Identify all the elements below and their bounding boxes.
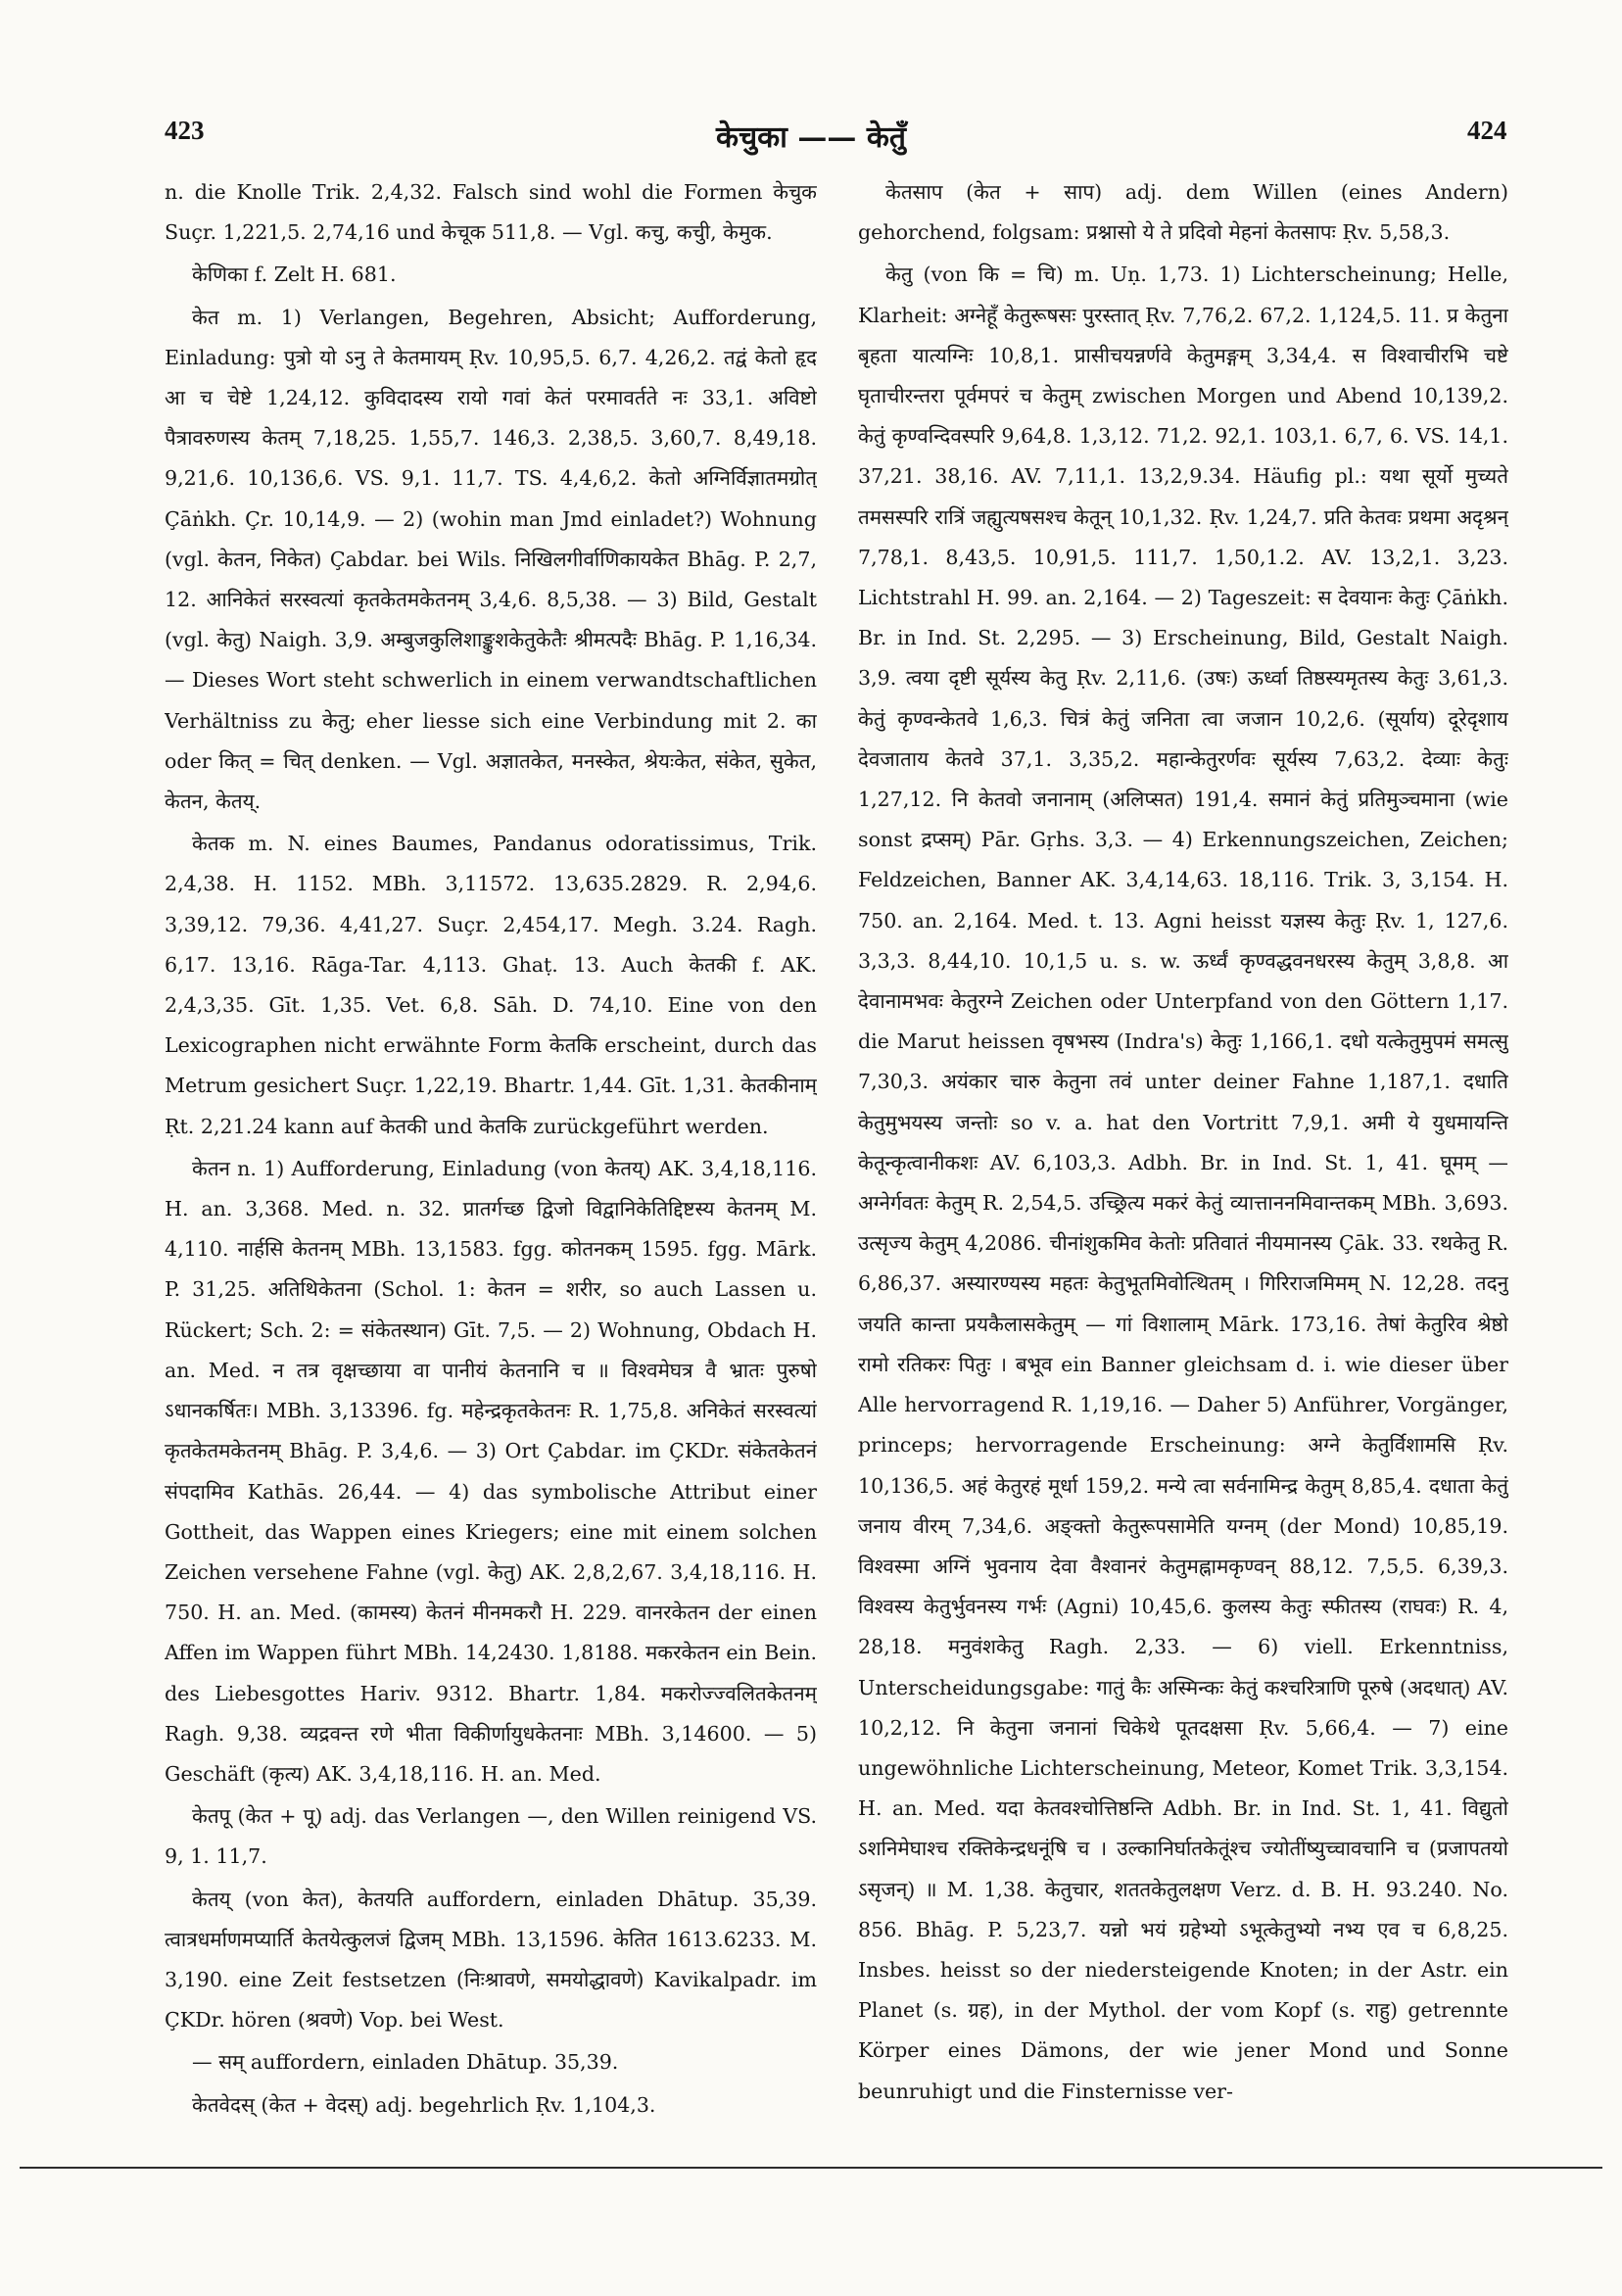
entry-ketana: केतन n. 1) Aufforderung, Einladung (von केतय्) AK. 3,4,18,116. H. an. 3,368. Med. n. 32. प्रातर्गच्छ द्विजो विद्वानिकेतिद्दिष्टस्य केतनम् M. 4,110. नार्हसि केतनम् MBh. 13,1583. fgg. कोतनकम् 1595. fgg. Mārk. P. 31,25. अतिथिकेतना (Schol. 1: केतन = शरीर, so auch Lassen u. Rückert; Sch. 2: = संकेतस्थान) Gīt. 7,5. — 2) Wohnung, Obdach H. an. Med. न तत्र वृक्षच्छाया वा पानीयं केतनानि च ॥ विश्वमेघत्र वै भ्रातः पुरुषो ऽधानकर्षितः। MBh. 3,13396. fg. महेन्द्रकृतकेतनः R. 1,75,8. अनिकेतं सरस्वत्यां कृतकेतमकेतनम् Bhāg. P. 3,4,6. — 3) Ort Çabdar. im ÇKDr. संकेतकेतनं संपदामिव Kathās. 26,44. — 4) das symbolische Attribut einer Gottheit, das Wappen eines Kriegers; eine mit einem solchen Zeichen versehene Fahne (vgl. केतु) AK. 2,8,2,67. 3,4,18,116. H. 750. H. an. Med. (कामस्य) केतनं मीनमकरौ H. 229. वानरकेतन der einen Affen im Wappen führt MBh. 14,2430. 1,8188. मकरकेतन ein Bein. des Liebesgottes Hariv. 9312. Bhartr. 1,84. मकरोज्ज्वलितकेतनम् Ragh. 9,38. व्यद्रवन्त रणे भीता विकीर्णायुधकेतनाः MBh. 3,14600. — 5) Geschäft (कृत्य) AK. 3,4,18,116. H. an. Med.	[165, 1156, 817, 1786]
page-number-right: 424	[1467, 116, 1507, 145]
page-number-left: 423	[165, 116, 205, 145]
entry-ketasapa: केतसाप (केत + साप) adj. dem Willen (eines Andern) gehorchend, folgsam: प्रश्नासो ये ते प्रदिवो मेहनां केतसापः Ṛv. 5,58,3.	[858, 180, 1508, 245]
running-head: केचुका —— केतुँ	[716, 120, 906, 155]
entry-keta: केत m. 1) Verlangen, Begehren, Absicht; Aufforderung, Einladung: पुत्रो यो ऽनु ते केतमायम् Ṛv. 10,95,5. 6,7. 4,26,2. तद्वं केतो हृद आ च चेष्टे 1,24,12. कुविदादस्य रायो गवां केतं परमावर्तते नः 33,1. अविष्टो पैत्रावरुणस्य केतम् 7,18,25. 1,55,7. 146,3. 2,38,5. 3,60,7. 8,49,18. 9,21,6. 10,136,6. VS. 9,1. 11,7. TS. 4,4,6,2. केतो अग्निर्विज्ञातमग्रोत् Çāṅkh. Çr. 10,14,9. — 2) (wohin man Jmd einladet?) Wohnung (vgl. केतन, निकेत) Çabdar. bei Wils. निखिलगीर्वाणिकायकेत Bhāg. P. 2,7, 12. आनिकेतं सरस्वत्यां कृतकेतमकेतनम् 3,4,6. 8,5,38. — 3) Bild, Gestalt (vgl. केतु) Naigh. 3,9. अम्बुजकुलिशाङ्कुशकेतुकेतैः श्रीमत्पदैः Bhāg. P. 1,16,34. — Dieses Wort steht schwerlich in einem verwandtschaftlichen Verhältniss zu केतु; eher liesse sich eine Verbindung mit 2. का oder कित् = चित् denken. — Vgl. अज्ञातकेत, मनस्केत, श्रेयःकेत, संकेत, सुकेत, केतन, केतय्.	[165, 305, 817, 814]
entry-kenika: केणिका f. Zelt H. 681.	[192, 263, 397, 287]
entry-ketapu: केतपू (केत + पू) adj. das Verlangen —, den Willen reinigend VS. 9, 1. 11,7.	[165, 1804, 817, 1869]
page-header	[0, 116, 1622, 165]
footer-rule	[20, 2167, 1602, 2169]
entry-ketu: केतु (von कि = चि) m. Uṇ. 1,73. 1) Lichterscheinung; Helle, Klarheit: अग्नेहूँ केतुरूषसः पुरस्तात् Ṛv. 7,76,2. 67,2. 1,124,5. 11. प्र केतुना बृहता यात्यग्निः 10,8,1. प्रासीचयन्नर्णवे केतुमङ्गम् 3,34,4. स विश्वाचीरभि चष्टे घृताचीरन्तरा पूर्वमपरं च केतुम् zwischen Morgen und Abend 10,139,2. केतुं कृण्वन्दिवस्परि 9,64,8. 1,3,12. 71,2. 92,1. 103,1. 6,7, 6. VS. 14,1. 37,21. 38,16. AV. 7,11,1. 13,2,9.34. Häufig pl.: यथा सूर्यो मुच्यते तमसस्परि रात्रिं जह्युत्यषसश्च केतून् 10,1,32. Ṛv. 1,24,7. प्रति केतवः प्रथमा अदृश्रन् 7,78,1. 8,43,5. 10,91,5. 111,7. 1,50,1.2. AV. 13,2,1. 3,23. Lichtstrahl H. 99. an. 2,164. — 2) Tageszeit: स देवयानः केतुः Çāṅkh. Br. in Ind. St. 2,295. — 3) Erscheinung, Bild, Gestalt Naigh. 3,9. त्वया दृष्टी सूर्यस्य केतु Ṛv. 2,11,6. (उषः) ऊर्ध्वा तिष्ठस्यमृतस्य केतुः 3,61,3. केतुं कृण्वन्केतवे 1,6,3. चित्रं केतुं जनिता त्वा जजान 10,2,6. (सूर्याय) दूरेदृशाय देवजाताय केतवे 37,1. 3,35,2. महान्केतुरर्णवः सूर्यस्य 7,63,2. देव्याः केतुः 1,27,12. नि केतवो जनानाम् (अलिप्सत) 191,4. समानं केतुं प्रतिमुञ्चमाना (wie sonst द्रप्सम्) Pār. Gṛhs. 3,3. — 4) Erkennungszeichen, Zeichen; Feldzeichen, Banner AK. 3,4,14,63. 18,116. Trik. 3, 3,154. H. 750. an. 2,164. Med. t. 13. Agni heisst यज्ञस्य केतुः Ṛv. 1, 127,6. 3,3,3. 8,44,10. 10,1,5 u. s. w. ऊर्ध्वं कृण्वद्धवनधरस्य केतुम् 3,8,8. आ देवानामभवः केतुरग्ने Zeichen oder Unterpfand von den Göttern 1,17. die Marut heissen वृषभस्य (Indra's) केतुः 1,166,1. दधो यत्केतुमुपमं समत्सु 7,30,3. अयंकार चारु केतुना तवं unter deiner Fahne 1,187,1. दधाति केतुमुभयस्य जन्तोः so v. a. hat den Vortritt 7,9,1. अमी ये युधमायन्ति केतून्कृत्वानीकशः AV. 6,103,3. Adbh. Br. in Ind. St. 1, 41. घूमम् — अग्नेर्गवतः केतुम् R. 2,54,5. उच्छ्रित्य मकरं केतुं व्यात्ताननमिवान्तकम् MBh. 3,693. उत्सृज्य केतुम् 4,2086. चीनांशुकमिव केतोः प्रतिवातं नीयमानस्य Çāk. 33. रथकेतु R. 6,86,37. अस्यारण्यस्य महतः केतुभूतमिवोत्थितम् । गिरिराजमिमम् N. 12,28. तदनु जयति कान्ता प्रयकैलासकेतुम् — गां विशालाम् Mārk. 173,16. तेषां केतुरिव श्रेष्ठो रामो रतिकरः पितुः । बभूव ein Banner gleichsam d. i. wie dieser über Alle hervorragend R. 1,19,16. — Daher 5) Anführer, Vorgänger, princeps; hervorragende Erscheinung: अग्ने केतुर्विशामसि Ṛv. 10,136,5. अहं केतुरहं मूर्धा 159,2. मन्ये त्वा सर्वनामिन्द्र केतुम् 8,85,4. दधाता केतुं जनाय वीरम् 7,34,6. अङ्क्तो केतुरूपसामेति यग्नम् (der Mond) 10,85,19. विश्वस्मा अग्निं भुवनाय देवा वैश्वानरं केतुमह्नामकृण्वन् 88,12. 7,5,5. 6,39,3. विश्वस्य केतुर्भुवनस्य गर्भः (Agni) 10,45,6. कुलस्य केतुः स्फीतस्य (राघवः) R. 4, 28,18. मनुवंशकेतु Ragh. 2,33. — 6) viell. Erkenntniss, Unterscheidungsgabe: गातुं कैः अस्मिन्कः केतुं कश्चरित्राणि पूरुषे (अदधात्) AV. 10,2,12. नि केतुना जनानां चिकेथे पूतदक्षसा Ṛv. 5,66,4. — 7) eine ungewöhnliche Lichterscheinung, Meteor, Komet Trik. 3,3,154. H. an. Med. यदा केतवश्चोत्तिष्ठन्ति Adbh. Br. in Ind. St. 1, 41. विद्युतो ऽशनिमेघाश्च रक्तिकेन्द्रधनूंषि च । उल्कानिर्घातकेतूंश्च ज्योतींष्युच्चावचानि च (प्रजापतयो ऽसृजन्) ॥ M. 1,38. केतुचार, शततकेतुलक्षण Verz. d. B. H. 93.240. No. 856. Bhāg. P. 5,23,7. यन्नो भयं ग्रहेभ्यो ऽभूत्केतुभ्यो नभ्य एव च 6,8,25. Insbes. heisst so der niedersteigende Knoten; in der Astr. ein Planet (s. ग्रह), in der Mythol. der vom Kopf (s. राहु) getrennte Körper eines Dämons, der wie jener Mond und Sonne beunruhigt und die Finsternisse ver-	[858, 263, 1508, 2103]
entry-continuation: n. die Knolle Trik. 2,4,32. Falsch sind wohl die Formen केचुक Suçr. 1,221,5. 2,74,16 und केचूक 511,8. — Vgl. कचु, कचुी, केमुक.	[165, 180, 817, 245]
right-column	[858, 172, 1508, 2141]
left-column	[165, 172, 817, 2141]
entry-ketaka: केतक m. N. eines Baumes, Pandanus odoratissimus, Trik. 2,4,38. H. 1152. MBh. 3,11572. 13,635.2829. R. 2,94,6. 3,39,12. 79,36. 4,41,27. Suçr. 2,454,17. Megh. 3.24. Ragh. 6,17. 13,16. Rāga-Tar. 4,113. Ghaṭ. 13. Auch केतकी f. AK. 2,4,3,35. Gīt. 1,35. Vet. 6,8. Sāh. D. 74,10. Eine von den Lexicographen nicht erwähnte Form केतकि erscheint, durch das Metrum gesichert Suçr. 1,22,19. Bhartr. 1,44. Gīt. 1,31. केतकीनाम् Ṛt. 2,21.24 kann auf केतकी und केतकि zurückgeführt werden.	[165, 832, 817, 1138]
entry-ketay: केतय् (von केत), केतयति auffordern, einladen Dhātup. 35,39. त्वात्रधर्माणमप्यार्ति केतयेत्कुलजं द्विजम् MBh. 13,1596. केतित 1613.6233. M. 3,190. eine Zeit festsetzen (निःश्रावणे, समयोद्धावणे) Kavikalpadr. im ÇKDr. hören (श्रवणे) Vop. bei West.	[165, 1887, 817, 2033]
entry-sam: — सम् auffordern, einladen Dhātup. 35,39.	[192, 2050, 619, 2075]
entry-ketavedas: केतवेदस् (केत + वेदस्) adj. begehrlich Ṛv. 1,104,3.	[192, 2092, 656, 2117]
